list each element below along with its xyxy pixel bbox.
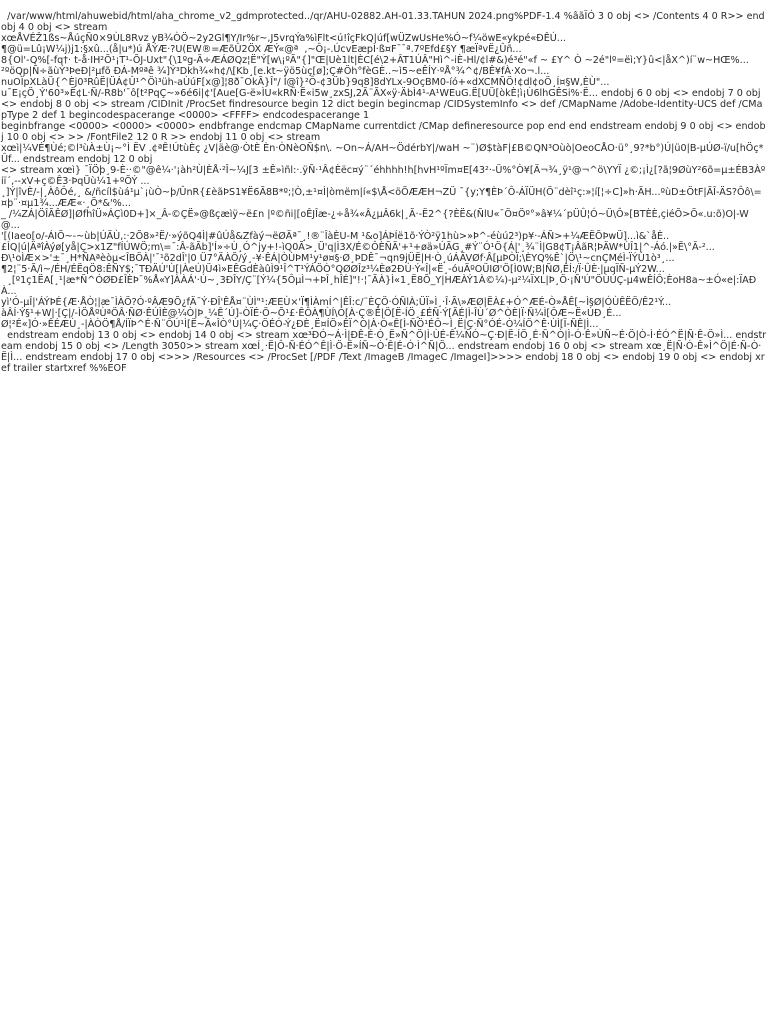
raw-text-block-1: /var/www/html/ahuwebid/html/aha_chrome_v2_gdmprotected../qr/AHU-02882.AH-01.33.TAHUN 2024.png%PDF-1.4 %âãÏÓ 3 0 obj <> /Contents 4 0 R>> endobj 4 0 obj <> stream xœÅVÉŽ1ßs~ÅúçÑ0×9ÙL8Rvz yB¾ÒÖ~2y2Gl¶Y/Ir%r~,J5vrqÝa%ìFlt<ú!îçFkQ|úf[wÜZwUsHe%Ó~f¼öwE«ykpé«ÐÊÚ... ¶@ü=Lû¡W¼j)j1:§xû...(å|u*)ú ÅÝÆ·?U(EW®=ÆõÛ2ÖX ÆÝ«@ª ,~Ô¡-.ÚcvEæpÌ·ß¤F¯¯ª.7ºEfd£§Y ¶æÏªvË¿Ûñ... 8{Ol'-Q%[-fq†· t-å·IH²Õ¹¡T¹-ÕJ-Uxt"{\1ºg-Ã÷ÆÁØQz¦Ë"Ý[w\¡ºÃ"{]"Œ|Uè1lt|ÈC[é\2+ÂT1ÚÂ"Hì^-iÈ-Hl/¢l#&)é³é"«f ~ £Y^ Ò ~2é"lº=ëì;Y}û<|åX^)í¨w~HŒ%... ²ºöQp|Ñ÷ãùÝ³ÞeÐ|²µfõ ÐÁ-Mºªê ¾]Ý³Dkh¾«h¢/\[Kb¸[e.kt~ÿö5ùç[ø];Ç#Öh°fèGÈ..~ì5~eÊÍY·ºÅ°¾^¢/BÊ¥fÀ·Xo¬.l... nuOÏpXLàÜ{^Èj0³RûË|ÜÁ¢Û¹^Öì³üh-aÙúF[x@]¦8ð¯OkÃ}Î"/ Ì@î}²Ô-¢3Üb}9q8]8dYLx-9OçBM0-íó+«dXCMÑÖ!¢dl¢oÖ¸Í¤§W,ÈÙ"... u¯E¡çÖ¸Ý'60³»Ë¢L·Ñ/-R8b'¯ô[t²PqÇ~»6é6i|¢'[Aue[G-ë»ÌU«kRÑ·Ë«i5w¸zxSJ,2Ã¨ÃX«ÿ·ÄbÌ4¹-A¹WEuG.Ë[UÜ[òkÈ¦ì¡Ù6lhGÊSi%·Ë... endobj 6 0 obj <> endobj 7 0 obj <> endobj 8 0 obj <> stream /CIDInit /ProcSet findresource begin 12 dict begin begincmap /CIDSystemInfo <> def /CMapName /Adobe-Identity-UCS def /CMapType 2 def 1 begincodespacerange <0000> <FFFF> endcodespacerange 1 beginbfrange <0000> <0000> <0000> endbfrange endcmap CMapName currentdict /CMap defineresource pop end end endstream endobj 9 0 obj <> endobj 10 0 obj <> >> /FontFile2 12 0 R >> endobj 11 0 obj <> stream xœì|¼VÉ¶Ùé;©l³ùÀ±Ù¡~°Ì ËV .¢ªÊ!ÚtùÈç ¿V|äè@·ÒtÈ Èn·ÒNèOÑ$n\. ~On~Á/AH~ÖdérbY|/waH ~¨)Ø$tàF|£B©QN³Oùò|OeoCÅO·ü°¸9?*b°)Ú|ü0|B-µÚØ-ï/u[hÖç*Ûf... endstream endobj 12 0 obj <> stream xœì} ¯ÏÖþ¸9-È··©"@ê¼·'¡àh²Ù|ÈÅ·²Î~¼J[3 ±Ê»ìñl:·.ÿÑ·¹Â¢Èëc¤ý¨´éhhhh!h[hvH¹ºÏm¤E[43²·-Ü%°Ò¥[Ä¬¾¸ÿ¹@¬^ö\YYÏ ¿©;¡Ì¿[?ã¦9ØùY²6õ=µ±ÉB3Àºiï´,--xV+ç©Ê3·ÞqÜù¼1+ºÕÝ ... ¸]Ý|îvÈ/-|¸ÀôÔé,¸ &/ñcíl$ùá¹µ`¡ùÒ~þ/ÛnR{£èãÞS1¥Ë6Ã8B*º;¦Ò,±¹¤Ì|òmëm|í«$\Å<öÕÆÆH¬ZÜ ¯{y;Y¶ÈÞ´Ô-ÁÏÜH(Ö¨dèî¹ç:»¦í[¦÷C]»h·ÃH...ºùD±ÖtF|ÃÎ-ÄS?Ôô\=¤þ¨·¤µ1¾...ÆÆ«·¸Õ*&'%... _ /¼ZÁ|ÖÎÃÊØ]|ØfhîÜ»ÁÇì0D+]×_Â-©ÇË»@ßçæìÿ~ë£n |º©ñi|[oÊJÎæ-¿÷å¾«Â¿µÂ6k|¸Ã·-Ë2^{?ÈË&(ÑlU«¯Ö¤Öº°»â¥¼´pÜÛ¦Ó~Ü\Ô»[BTÈÈ,çiéÕ>Õ«.u:õ)O|-W@... '[(Iaeo[o/-ÁIÕ~-~ùb|ÚÄÙ,:·2Õ8»²Ë/·»ýõQ4Ì|#ûÚå&Zfàý¬ëØÃª¯¸!®¨ÎàÈU-M ¹&o]ÁÞÍë1õ·ÝÒ²ÿ1hù>»Þ^-éùú2³)p¥·-ÁÑ>+¼ÆËÕÞwÜ]...ì&`åÈ.. £ÌQ|ú|ÄªîÀýø[yå|Ç>x1Z"fÍÚWÖ;m\=¯:Â-ãÃb]'Í»÷Ù¸Ó^jy+!-ìQ0Ã>¸Ü'q|Ì3X/É©ÔÈÑÃ'+¹+øä»ÚÃG¸#Ý¨Ó¹Ö{Á|'¸¾¨Ì|G8¢T¡ÂãR¦ÞÄW*ÙÎ1|^-Áó.|»Ë\°Ã-²... Ð\¹oÌÆ×>'±¯¸H*ÑAªèòµ<ÎBÖÀ|'¯¹õ2dÎ'|0 Ü7°ÄÀÕ/ý¸-¥·ÊÁ|ÒÙÞM¹y¹ø¤§·Ø¸ÞDÊ¯¬qn9jÜË|H·Ò¸úÁÄVØf·Â[µÞÒÏ;\ÈYQ%Ê`|Ö\¹~cnÇMéÌ-ÏÝÚ1ò³¸... ¶2¦¨5·Ã/ì~/ÉH/ÉËqÖ8:ÊÑY$;¯TÐÄÚ'Ù[|ÀeÚ)Ü4ì»EÊGdÈàûÌ9¹Î^T¹ÝÁÖÒ°QØØÎz³¼Èø2ÐÚ·Ý«Î|«Ë¸-óuÃºOÜIØ'Ö[Ì0W;B|ÑØ,ÊÍ:/Ï·ÛÈ·|µqÏÑ-µÝ2W... bbox=[1, 11, 766, 275]
raw-text-block-3: endstream endobj 13 0 obj <> endobj 14 0 obj <> stream xœ³ÐÓ~Á·Ì|ÐÊ-É·Ó¸Ë»Ñ^Ö|Ì·ÙÉ-Ê¼ÑÓ~Ç·Ð|Ë-ÍÖ¸É·Ñ^Ò|Ì-Ó·Ê»ÙÑ~É·Ö|Ò-Ì·ÉÓ^Ë|Ñ·Ê-Ö»Ì... endstream endobj 15 0 obj <> /Length 3050>> stream xœÍ¸·Ë|Ô-Ñ·ÉÓ^Ê|Ì·Ö-Ë»ÍÑ~Ò·Ê|É-Ó·Ì^Ñ|Ö... endstream endobj 16 0 obj <> stream xœ¸Ë|Ñ·Ó-Ê»Ì^Ö|É·Ñ-Ò·Ë|Ì... endstream endobj 17 0 obj <>>> /Resources <> /ProcSet [/PDF /Text /ImageB /ImageC /ImageI]>>>> endobj 18 0 obj <> endobj 19 0 obj <> endobj xref trailer startxref %%EOF bbox=[1, 330, 767, 374]
raw-text-block-2: ¸[º1ç1ËA[¸¹|æ*Ñ^ÓØÐ£ÎÈÞ¯%Å«Y]ÀÀÁ'·Ú~¸3ÐÎY/Ç¨[Ý¼{5ÔµÌ¬+ÞÎ¸hÎÉ]"!·¦¯ÃÀ}Ì«1¸Ë8Õ_Y|HÆÀÝ1À©¼)-µ²¼ÏXL|Þ¸Ö·¡Ñ'Ú"ÖÙÚÇ-µ4wÊÍÔ;ÈoH8a~±Ó«e|:ÏAÐÀ... yì'Ó-µÎ|'ÁÝÞÉ{Æ·ÅÒ¦|æ¯ÌÀÖ?Ó·ºÂÆ9Õ¿fÄ¯Ý·ÐÎ'ÊÅ¤¨ÙÌ"¹:ÆEÙ×'Ï¶ÌÀmÍ^|ÊÎ:c/¨ÈÇÖ·ÓÑlÀ;ÜÏ»Ì¸·Î·Ã\»ÆØ|ËÀ£+Ó^ÆÉ-Ò»ÅÊ[~Ì§Ø|ÓÙÊËÖ/Ê2¹Ý... àÂÍ·Ý§¹+W|·[Ç|/-ÌÖÅºÙªÖÂ·ÑØ·ÊÚÌÈ@¼Ò|Þ¸¼Ê´Ú]-ÒÏÉ·Ö~Õ¹£·ÊÔÀ¶ÙÍ\Ó[À·Ç®Ê|Ö[Ë-ÍÖ¸£ÉÑ·Ý[ÃÉ|Ì-ÎÙ´Ø^ÒÈ|Ï·Ñ¼Ì[ÔÆ~Ë«ÚÐ¸É... Ø¦²É«]Ó·»ÊÉÆÙ¸-|ÀÒÖ¶Å/ÍÏÞ^É·Ñ¨ÔÚ¹Ì[Ë~Ã«ÎÒ°Ù|¼Ç·ÖÉÓ-Ý¿ÐÈ¸Ë¤ÍÖ»ÊÏ^Ò|À·Ó«Ê[Ì-ÑÖ¹ÉÔ~Ì¸Ë|Ç·Ñ°ÓÉ-Ò¼ÍÖ^Ê·ÙÌ[Ï-ÑÊ|Ì... bbox=[1, 275, 757, 330]
